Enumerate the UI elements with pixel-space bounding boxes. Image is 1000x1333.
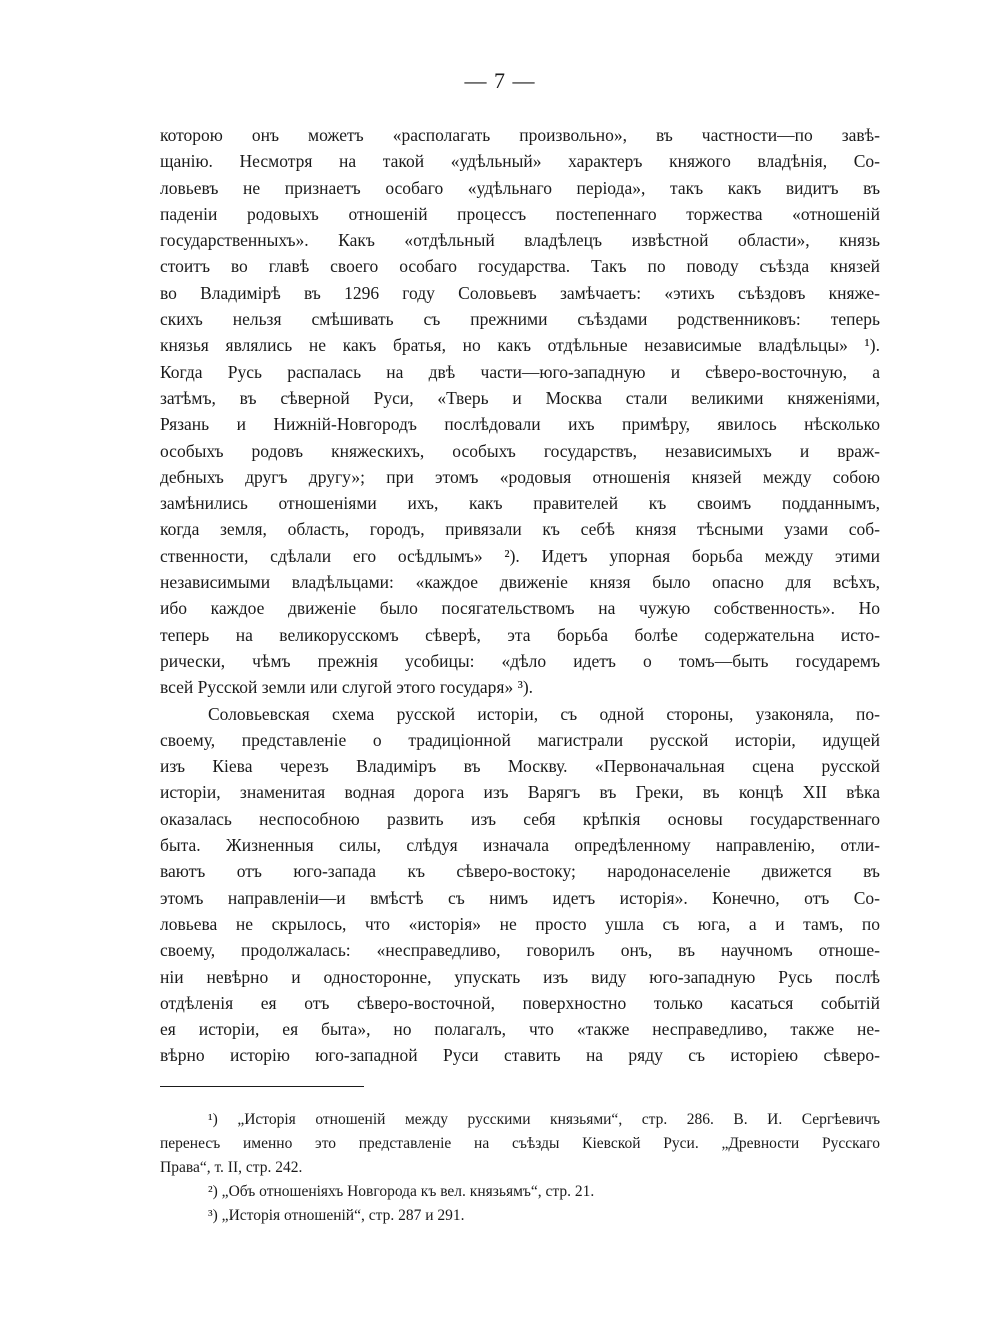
text-line: теперь на великорусскомъ сѣверѣ, эта борьба болѣе содержательна исто- (160, 624, 880, 645)
text-line: во Владимірѣ въ 1296 году Соловьевъ замѣчаетъ: «этихъ съѣздовъ княже- (160, 282, 880, 303)
text-line: паденіи родовыхъ отношеній процессъ постепеннаго торжества «отношеній (160, 203, 880, 224)
paragraph-end-line: всей Русской земли или слугой этого государя» ³). (160, 677, 534, 698)
text-line: оказалась неспособною развить изъ себя крѣпкія основы государственнаго (160, 808, 880, 829)
text-line: изъ Кіева черезъ Владиміръ въ Москву. «Первоначальная сцена русской (160, 756, 880, 777)
text-line: ственности, сдѣлали его осѣдлымъ» ²). Идетъ упорная борьба между этими (160, 545, 880, 566)
page-number: — 7 — (464, 68, 536, 93)
text-line: ловьева не скрылось, что «исторія» не просто ушла съ юга, а и тамъ, по (160, 913, 880, 934)
footnote-line: перенесъ именно это представленіе на съѣзды Кіевской Руси. „Древности Русскаго (160, 1135, 880, 1152)
text-line: исторіи, знаменитая водная дорога изъ Варягъ въ Греки, въ концѣ XII вѣка (160, 782, 880, 803)
text-line: особыхъ родовъ княжескихъ, особыхъ государствъ, независимыхъ и враж- (160, 440, 880, 461)
text-line: Когда Русь распалась на двѣ части—юго-западную и сѣверо-восточную, а (160, 361, 880, 382)
text-line: щанію. Несмотря на такой «удѣльный» характеръ княжого владѣнія, Со- (160, 151, 880, 172)
text-line: своему, продолжалась: «несправедливо, говорилъ онъ, въ научномъ отноше- (160, 940, 880, 961)
footnote-line: ²) „Объ отношеніяхъ Новгорода къ вел. князьямъ“, стр. 21. (208, 1183, 595, 1200)
footnote-line: ¹) „Исторія отношеній между русскими князьями“, стр. 286. В. И. Сергѣевичъ (208, 1111, 880, 1128)
text-line: которою онъ можетъ «располагать произвольно», въ частности—по завѣ- (160, 125, 880, 145)
text-line: рически, чѣмъ прежнія усобицы: «дѣло идетъ о томъ—быть государемъ (160, 650, 880, 671)
text-line: ловьевъ не признаетъ особаго «удѣльнаго періода», такъ какъ видитъ въ (160, 177, 880, 198)
text-line: ея исторіи, ея быта», но полагалъ, что «также несправедливо, также не- (160, 1019, 880, 1040)
text-line: ибо каждое движеніе было посягательствомъ на чужую собственность». Но (160, 598, 880, 619)
text-line: князья являлись не какъ братья, но какъ отдѣльные независимые владѣльцы» ¹). (160, 335, 880, 356)
text-line: своему, представленіе о традиціонной магистрали русской исторіи, идущей (160, 729, 880, 750)
text-line: замѣнились отношеніями ихъ, какъ правителей къ своимъ подданнымъ, (160, 493, 880, 514)
footnote-line: ³) „Исторія отношеній“, стр. 287 и 291. (208, 1207, 465, 1224)
text-line: стоитъ во главѣ своего особаго государства. Такъ по поводу съѣзда князей (160, 256, 880, 277)
text-line: вѣрно исторію юго-западной Руси ставить на ряду съ исторіею сѣверо- (160, 1045, 880, 1066)
text-line: ваютъ отъ юго-запада къ сѣверо-востоку; народонаселеніе движется въ (160, 861, 880, 882)
text-line: Рязань и Нижній-Новгородъ послѣдовали ихъ примѣру, явилось нѣсколько (160, 414, 880, 435)
body-text (160, 122, 880, 1069)
text-line: быта. Жизненныя силы, слѣдуя изначала опредѣленному направленію, отли- (160, 835, 880, 856)
paragraph-start-line: Соловьевская схема русской исторіи, съ одной стороны, узаконяла, по- (208, 703, 880, 724)
footnote-divider (160, 1086, 364, 1087)
text-line: государственныхъ». Какъ «отдѣльный владѣлецъ извѣстной области», князь (160, 230, 880, 251)
text-line: затѣмъ, въ сѣверной Руси, «Тверь и Москва стали великими княженіями, (160, 387, 880, 408)
footnote-line: Права“, т. II, стр. 242. (160, 1159, 303, 1176)
footnotes (160, 1108, 880, 1228)
text-line: дебныхъ другъ другу»; при этомъ «родовыя отношенія князей между собою (160, 466, 880, 487)
text-line: когда земля, область, городъ, привязали къ себѣ князя тѣсными узами соб- (160, 519, 880, 540)
text-line: отдѣленія ея отъ сѣверо-восточной, поверхностно только касаться событій (160, 992, 880, 1013)
text-line: независимыми владѣльцами: «каждое движеніе князя было опасно для всѣхъ, (160, 572, 880, 593)
text-line: этомъ направленіи—и вмѣстѣ съ нимъ идетъ исторія». Конечно, отъ Со- (160, 887, 880, 908)
text-line: ніи невѣрно и односторонне, упускать изъ виду юго-западную Русь послѣ (160, 966, 880, 987)
text-line: скихъ нельзя смѣшивать съ прежними съѣздами родственниковъ: теперь (160, 309, 880, 330)
